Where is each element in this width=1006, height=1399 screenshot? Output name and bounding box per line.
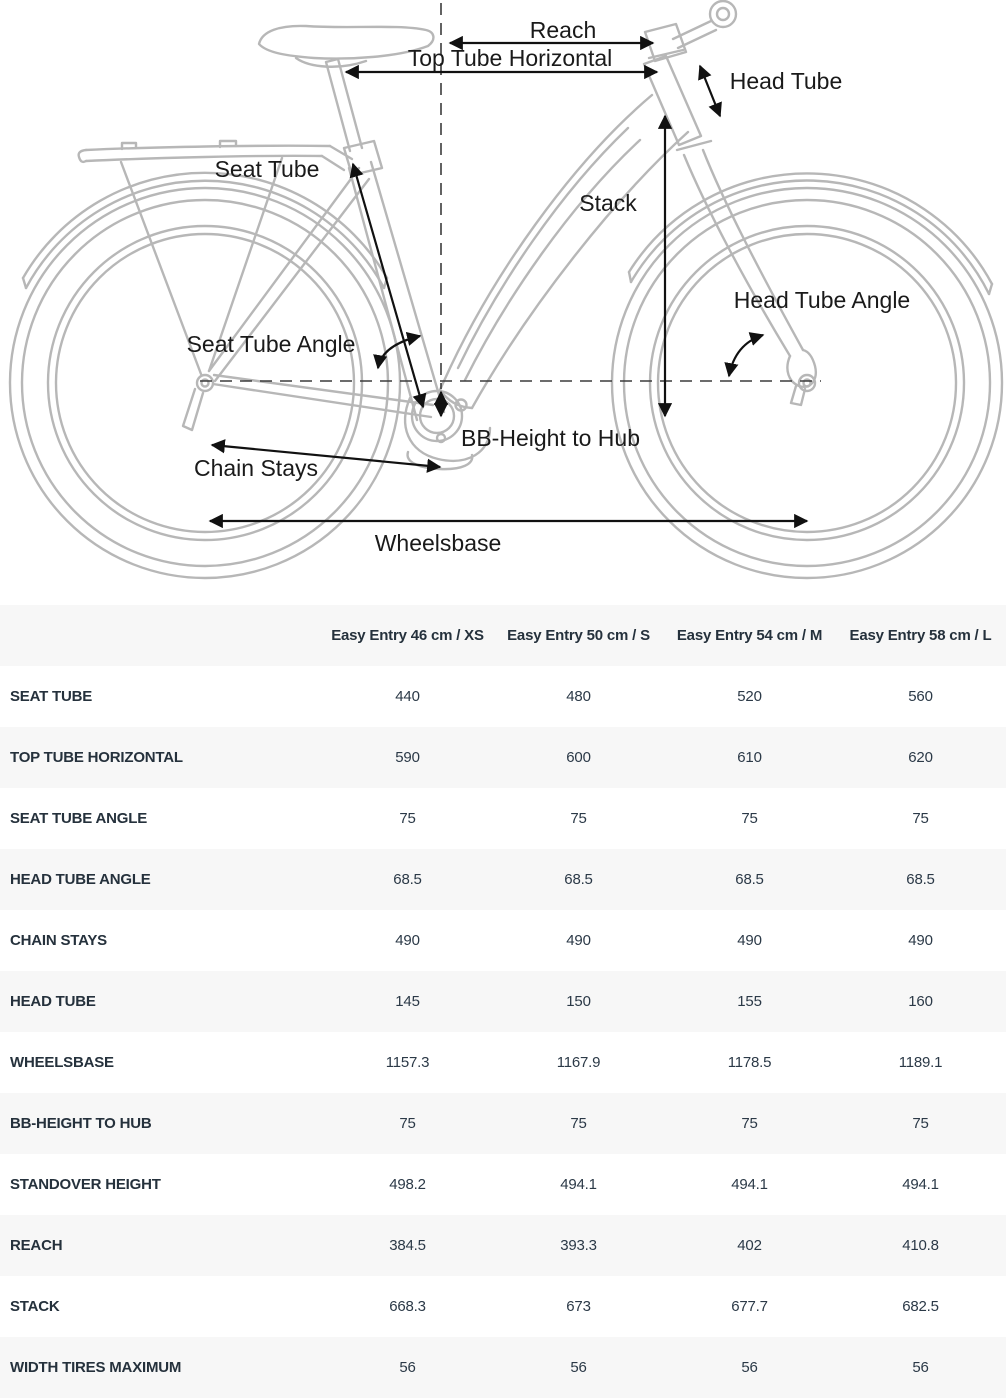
geo-value-cell: 440: [395, 688, 420, 705]
table-row-standover-height: [0, 1154, 1006, 1215]
geo-value-cell: 75: [912, 1115, 929, 1132]
table-row-seat-tube: [0, 666, 1006, 727]
geo-value-cell: 520: [737, 688, 762, 705]
geo-value-cell: 384.5: [389, 1237, 426, 1254]
geo-value-cell: 402: [737, 1237, 762, 1254]
row-label: BB-HEIGHT TO HUB: [10, 1115, 152, 1132]
geo-value-cell: 1178.5: [727, 1054, 772, 1071]
geo-value-cell: 75: [912, 810, 929, 827]
geo-value-cell: 410.8: [902, 1237, 939, 1254]
row-label: HEAD TUBE: [10, 993, 96, 1010]
table-row-head-tube-angle: [0, 849, 1006, 910]
geo-value-cell: 68.5: [393, 871, 422, 888]
geo-value-cell: 480: [566, 688, 591, 705]
geo-value-cell: 75: [399, 1115, 416, 1132]
geo-value-cell: 56: [912, 1359, 929, 1376]
geo-value-cell: 56: [570, 1359, 587, 1376]
geo-value-cell: 56: [399, 1359, 416, 1376]
geo-value-cell: 1189.1: [898, 1054, 943, 1071]
geo-value-cell: 160: [908, 993, 933, 1010]
geometry-table-grid: [0, 605, 1006, 1398]
geo-value-cell: 494.1: [560, 1176, 597, 1193]
table-row-stack: [0, 1276, 1006, 1337]
geo-value-cell: 393.3: [560, 1237, 597, 1254]
label-head-tube: Head Tube: [729, 68, 843, 94]
table-row-chain-stays: [0, 910, 1006, 971]
headset-lower: [677, 141, 711, 150]
handlebar-stem: [645, 1, 736, 61]
geo-value-cell: 75: [570, 1115, 587, 1132]
geo-value-cell: 490: [566, 932, 591, 949]
geo-value-cell: 610: [737, 749, 762, 766]
geo-value-cell: 68.5: [906, 871, 935, 888]
geometry-table: [0, 605, 1006, 1398]
header-corner-cell: [0, 605, 322, 666]
header-size-l: Easy Entry 58 cm / L: [835, 605, 1006, 666]
geo-value-cell: 75: [399, 810, 416, 827]
row-label: SEAT TUBE: [10, 688, 93, 705]
head-tube-shape: [644, 56, 701, 145]
table-row-width-tires-maximum: [0, 1337, 1006, 1398]
geo-value-cell: 490: [737, 932, 762, 949]
row-label: REACH: [10, 1237, 63, 1254]
geo-value-cell: 1167.9: [556, 1054, 601, 1071]
row-label: STACK: [10, 1298, 60, 1315]
geo-value-cell: 56: [741, 1359, 758, 1376]
head-tube-arrow: [700, 66, 720, 116]
geo-value-cell: 145: [395, 993, 420, 1010]
front-wheel: [612, 188, 1002, 578]
geo-value-cell: 68.5: [564, 871, 593, 888]
annotation-labels: [187, 17, 911, 556]
label-reach: Reach: [529, 17, 597, 43]
label-chain-stays: Chain Stays: [193, 455, 319, 481]
geo-value-cell: 494.1: [731, 1176, 768, 1193]
table-row-head-tube: [0, 971, 1006, 1032]
label-top-tube-horizontal: Top Tube Horizontal: [407, 45, 613, 71]
table-row-top-tube-horizontal: [0, 727, 1006, 788]
geo-value-cell: 490: [908, 932, 933, 949]
row-label: HEAD TUBE ANGLE: [10, 871, 151, 888]
geo-value-cell: 560: [908, 688, 933, 705]
row-label: SEAT TUBE ANGLE: [10, 810, 148, 827]
geo-value-cell: 677.7: [731, 1298, 768, 1315]
label-wheelsbase: Wheelsbase: [374, 530, 502, 556]
row-label: WIDTH TIRES MAXIMUM: [10, 1359, 182, 1376]
rear-fender: [23, 173, 387, 288]
row-label: WHEELSBASE: [10, 1054, 114, 1071]
geo-value-cell: 668.3: [389, 1298, 426, 1315]
label-head-tube-angle: Head Tube Angle: [733, 287, 911, 313]
geo-value-cell: 68.5: [735, 871, 764, 888]
geo-value-cell: 75: [741, 810, 758, 827]
geo-value-cell: 600: [566, 749, 591, 766]
table-header-row: [0, 605, 1006, 666]
geo-value-cell: 155: [737, 993, 762, 1010]
geo-value-cell: 620: [908, 749, 933, 766]
geo-value-cell: 75: [741, 1115, 758, 1132]
geo-value-cell: 490: [395, 932, 420, 949]
geo-value-cell: 75: [570, 810, 587, 827]
label-bb-height-to-hub: BB-Height to Hub: [461, 425, 640, 451]
header-size-xs: Easy Entry 46 cm / XS: [322, 605, 493, 666]
label-seat-tube: Seat Tube: [214, 156, 320, 182]
row-label: STANDOVER HEIGHT: [10, 1176, 161, 1193]
table-row-wheelsbase: [0, 1032, 1006, 1093]
kickstand: [183, 389, 203, 430]
row-label: TOP TUBE HORIZONTAL: [10, 749, 183, 766]
geo-value-cell: 673: [566, 1298, 591, 1315]
geo-value-cell: 682.5: [902, 1298, 939, 1315]
rear-wheel: [10, 188, 400, 578]
geo-value-cell: 494.1: [902, 1176, 939, 1193]
geo-value-cell: 498.2: [389, 1176, 426, 1193]
head-tube-angle-arc: [729, 335, 763, 376]
geometry-diagram-svg: [0, 0, 1006, 600]
header-size-m: Easy Entry 54 cm / M: [664, 605, 835, 666]
table-row-seat-tube-angle: [0, 788, 1006, 849]
row-label: CHAIN STAYS: [10, 932, 107, 949]
table-row-bb-height-to-hub: [0, 1093, 1006, 1154]
label-stack: Stack: [579, 190, 637, 216]
geo-value-cell: 590: [395, 749, 420, 766]
geo-value-cell: 1157.3: [385, 1054, 430, 1071]
label-seat-tube-angle: Seat Tube Angle: [186, 331, 356, 357]
header-size-s: Easy Entry 50 cm / S: [493, 605, 664, 666]
geo-value-cell: 150: [566, 993, 591, 1010]
geometry-diagram: [0, 0, 1006, 600]
table-row-reach: [0, 1215, 1006, 1276]
